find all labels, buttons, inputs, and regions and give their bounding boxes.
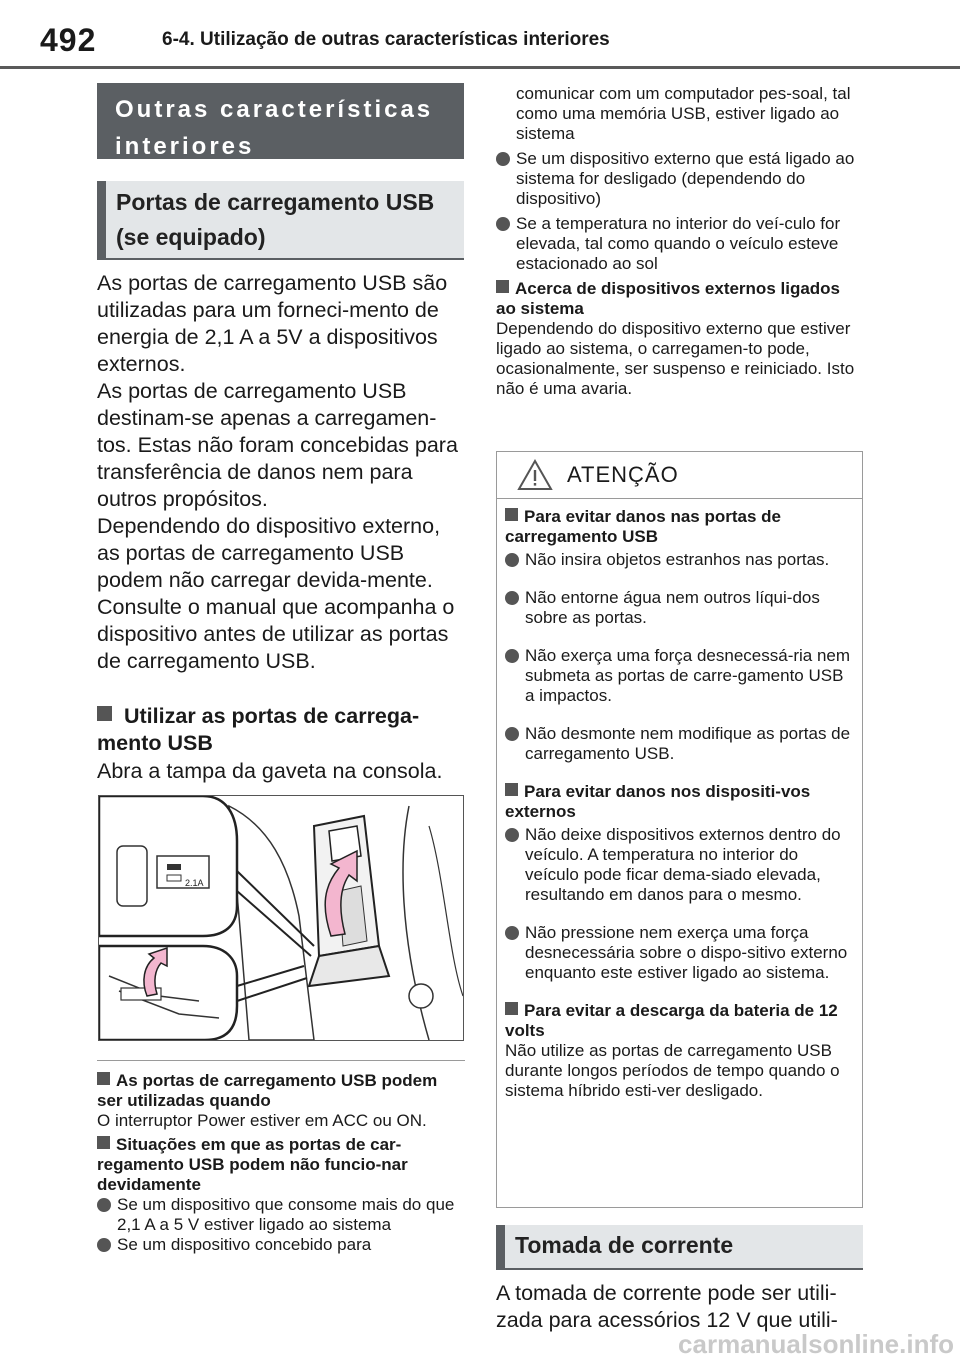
list-item: Não insira objetos estranhos nas portas. bbox=[505, 550, 854, 570]
warn-h2-text: Para evitar danos nos dispositi-vos externos bbox=[505, 782, 811, 821]
use-heading bbox=[97, 703, 465, 757]
square-bullet-icon bbox=[97, 1136, 110, 1149]
usb-rating-label: 2.1A bbox=[185, 878, 204, 888]
warn-h3-text: Para evitar a descarga da bateria de 12 volts bbox=[505, 1001, 838, 1040]
subsection-title: Portas de carregamento USB (se equipado) bbox=[97, 181, 464, 260]
ext-heading bbox=[496, 279, 864, 319]
right-situ-list bbox=[496, 149, 864, 274]
when-heading-text: As portas de carregamento USB podem ser utilizadas quando bbox=[97, 1071, 438, 1110]
tomada-text: A tomada de corrente pode ser utili-zada para acessórios 12 V que utili- bbox=[496, 1281, 838, 1332]
warn-h3-text-body: Não utilize as portas de carregamento USB durante longos períodos de tempo quando o sistema híbrido esti-ver desligado. bbox=[505, 1041, 840, 1100]
list-item: Não desmonte nem modifique as portas de carregamento USB. bbox=[505, 724, 854, 764]
warn-h2 bbox=[505, 782, 854, 822]
warning-box bbox=[496, 451, 863, 1208]
square-bullet-icon bbox=[496, 280, 509, 293]
when-block bbox=[97, 1071, 465, 1255]
warning-triangle-icon bbox=[517, 459, 553, 491]
list-item: Não entorne água nem outros líqui-dos sobre as portas. bbox=[505, 588, 854, 628]
list-item: Não exerça uma força desnecessá-ria nem submeta as portas de carre-gamento USB a impactos. bbox=[505, 646, 854, 706]
list-item: Se um dispositivo concebido para bbox=[97, 1235, 465, 1255]
square-bullet-icon bbox=[97, 1072, 110, 1085]
continued-text: comunicar com um computador pes-soal, tal como uma memória USB, estiver ligado ao sistema bbox=[516, 84, 851, 143]
watermark: carmanualsonline.info bbox=[678, 1329, 954, 1359]
intro-text: As portas de carregamento USB são utilizadas para um forneci-mento de energia de 2,1 A a 5V a dispositivos externos. As portas de carregamento USB destinam-se apenas a carregamen-tos. Estas não foram concebidas para transferência de danos nem para outros propósitos. Dependendo do dispositivo externo, as portas de carregamento USB podem não carregar devida-mente. Consulte o manual que acompanha o dispositivo antes de utilizar as portas de carregamento USB. bbox=[97, 271, 458, 673]
when-heading bbox=[97, 1071, 465, 1111]
square-bullet-icon bbox=[97, 706, 112, 721]
ext-text: Dependendo do dispositivo externo que estiver ligado ao sistema, o carregamen-to pode, ocasionalmente, ser suspenso e reiniciado. Isto não é uma avaria. bbox=[496, 319, 855, 398]
header-rule bbox=[0, 66, 960, 69]
square-bullet-icon bbox=[505, 1002, 518, 1015]
situ-heading bbox=[97, 1135, 465, 1195]
figure-divider bbox=[97, 1060, 465, 1061]
section-title: Outras características interiores bbox=[97, 83, 464, 159]
warning-content bbox=[497, 499, 862, 1101]
warn-h2-list bbox=[505, 825, 854, 983]
console-figure bbox=[98, 795, 464, 1041]
list-item: Não pressione nem exerça uma força desnecessária sobre o dispo-sitivo externo enquanto este estiver ligado ao sistema. bbox=[505, 923, 854, 983]
list-item: Se a temperatura no interior do veí-culo for elevada, tal como quando o veículo esteve estacionado ao sol bbox=[496, 214, 864, 274]
warn-h1-text: Para evitar danos nas portas de carregamento USB bbox=[505, 507, 781, 546]
page-number: 492 bbox=[40, 22, 97, 58]
list-item: Se um dispositivo externo que está ligado ao sistema for desligado (dependendo do dispositivo) bbox=[496, 149, 864, 209]
list-item: Se um dispositivo que consome mais do que 2,1 A a 5 V estiver ligado ao sistema bbox=[97, 1195, 465, 1235]
situ-list bbox=[97, 1195, 465, 1255]
use-text: Abra a tampa da gaveta na consola. bbox=[97, 759, 443, 783]
warn-h1-list bbox=[505, 550, 854, 764]
use-heading-text: Utilizar as portas de carrega-mento USB bbox=[97, 704, 420, 755]
right-top-block bbox=[496, 84, 864, 399]
chapter-title: 6-4. Utilização de outras características interiores bbox=[162, 29, 610, 50]
warning-header bbox=[497, 452, 862, 499]
tomada-title: Tomada de corrente bbox=[496, 1225, 863, 1270]
when-text: O interruptor Power estiver em ACC ou ON. bbox=[97, 1111, 427, 1130]
warning-label: ATENÇÃO bbox=[567, 462, 679, 487]
square-bullet-icon bbox=[505, 783, 518, 796]
ext-heading-text: Acerca de dispositivos externos ligados ao sistema bbox=[496, 279, 841, 318]
square-bullet-icon bbox=[505, 508, 518, 521]
situ-heading-text: Situações em que as portas de car-regamento USB podem não funcio-nar devidamente bbox=[97, 1135, 408, 1194]
warn-h1 bbox=[505, 507, 854, 547]
list-item: Não deixe dispositivos externos dentro do veículo. A temperatura no interior do veículo pode ficar dema-siado elevada, resultando em danos para o mesmo. bbox=[505, 825, 854, 905]
console-illustration bbox=[99, 796, 463, 1040]
warn-h3 bbox=[505, 1001, 854, 1041]
